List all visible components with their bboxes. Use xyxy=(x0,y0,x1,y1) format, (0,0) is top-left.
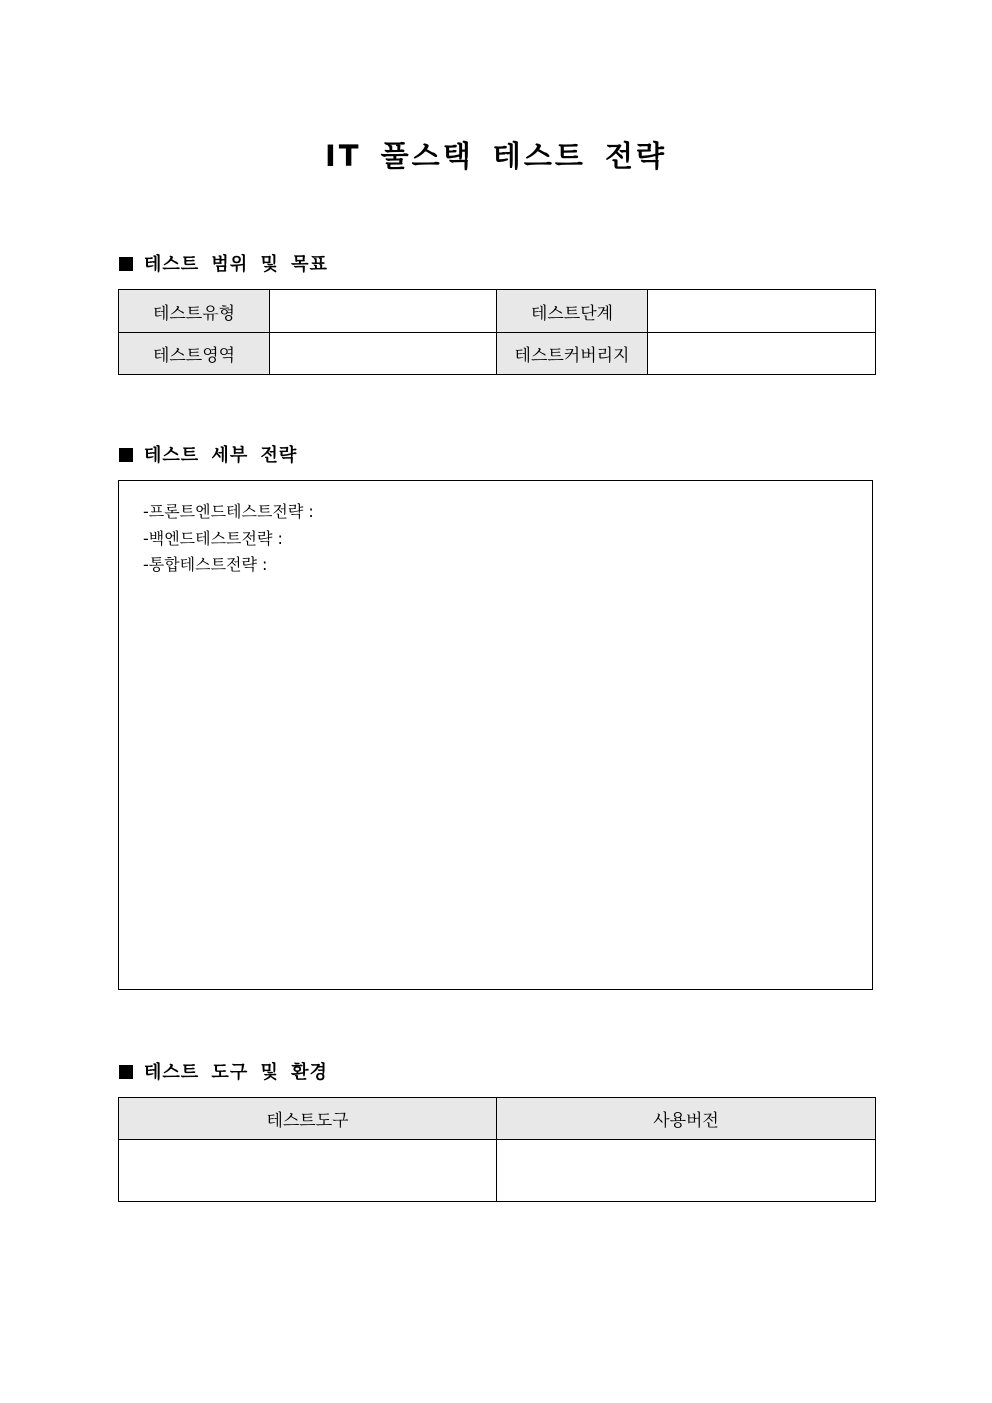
table-row xyxy=(119,290,876,333)
table-header-row xyxy=(119,1098,876,1140)
document-title: IT 풀스택 테스트 전략 xyxy=(325,139,667,173)
section-heading-strategy xyxy=(119,445,297,467)
field-version[interactable] xyxy=(497,1140,876,1202)
square-bullet-icon xyxy=(119,257,133,271)
strategy-text-box[interactable] xyxy=(118,480,873,990)
section-heading-text: 테스트 도구 및 환경 xyxy=(144,1062,328,1083)
header-version: 사용버전 xyxy=(497,1098,876,1140)
strategy-line-frontend: -프론트엔드테스트전략 : xyxy=(143,502,314,521)
label-test-coverage: 테스트커버리지 xyxy=(497,333,648,375)
section-heading-text: 테스트 세부 전략 xyxy=(144,445,298,466)
tools-table xyxy=(118,1097,876,1202)
square-bullet-icon xyxy=(119,1065,133,1079)
label-test-stage: 테스트단계 xyxy=(497,290,648,333)
label-test-type: 테스트유형 xyxy=(119,290,270,333)
header-test-tool: 테스트도구 xyxy=(119,1098,497,1140)
section-heading-tools xyxy=(119,1062,328,1084)
table-row xyxy=(119,1140,876,1202)
strategy-line-integration: -통합테스트전략 : xyxy=(143,555,268,574)
field-test-coverage[interactable] xyxy=(648,333,876,375)
field-test-area[interactable] xyxy=(270,333,497,375)
strategy-line-backend: -백엔드테스트전략 : xyxy=(143,529,283,548)
section-heading-text: 테스트 범위 및 목표 xyxy=(144,254,328,275)
section-heading-scope xyxy=(119,254,328,276)
table-row xyxy=(119,333,876,375)
field-test-type[interactable] xyxy=(270,290,497,333)
field-test-stage[interactable] xyxy=(648,290,876,333)
field-test-tool[interactable] xyxy=(119,1140,497,1202)
scope-table xyxy=(118,289,876,375)
label-test-area: 테스트영역 xyxy=(119,333,270,375)
square-bullet-icon xyxy=(119,448,133,462)
